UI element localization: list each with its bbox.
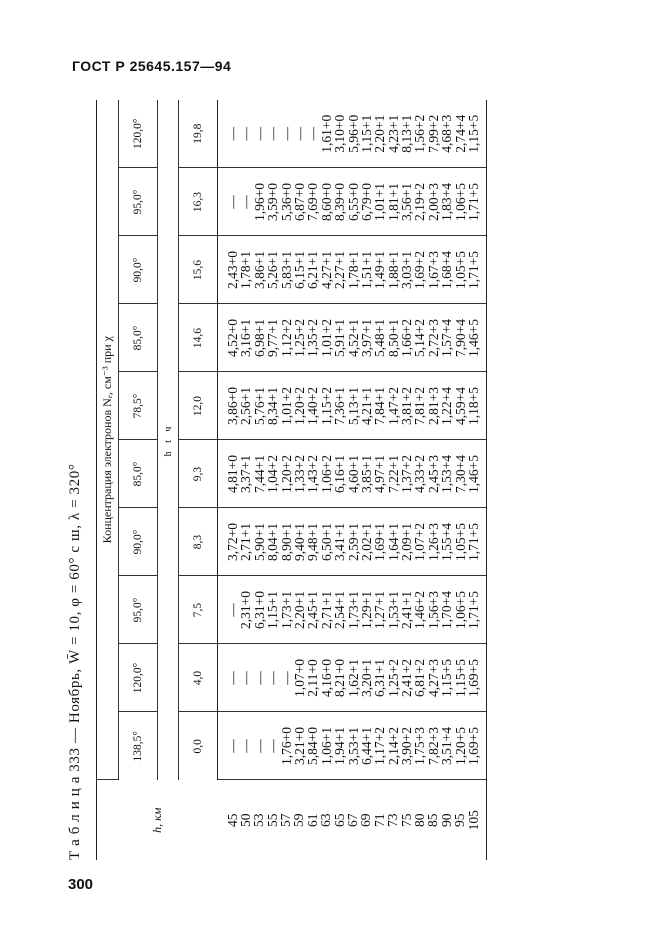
table-cell: 4,97+1: [372, 455, 388, 493]
table-cell: 6,31+1: [372, 659, 388, 697]
table-cell: 3,86+1: [251, 251, 267, 289]
height-value: 71: [371, 813, 387, 827]
table-cell: 4,52+0: [225, 319, 240, 357]
table-cell: 2,20+1: [291, 591, 307, 629]
table-cell: —: [238, 126, 254, 141]
value-column: [218, 372, 487, 440]
data-table: [96, 100, 487, 860]
table-block: [60, 100, 525, 860]
table-cell: 8,90+1: [278, 523, 294, 561]
table-cell: 4,16+0: [318, 659, 334, 697]
table-cell: 1,37+2: [399, 455, 415, 493]
table-cell: —: [225, 671, 240, 685]
table-cell: 3,53+1: [345, 727, 361, 765]
table-cell: 3,90+2: [399, 727, 415, 765]
table-cell: 1,94+1: [332, 727, 348, 765]
table-cell: 1,01+1: [372, 183, 388, 221]
table-cell: 1,04+2: [265, 455, 281, 493]
table-cell: 8,50+1: [385, 319, 401, 357]
table-cell: 3,85+1: [358, 455, 374, 493]
row-header-h: h, км: [97, 780, 218, 860]
table-cell: 1,18+5: [466, 387, 482, 425]
table-cell: —: [265, 126, 281, 141]
table-cell: 1,83+4: [439, 183, 455, 221]
table-cell: 1,27+1: [372, 591, 388, 629]
table-cell: —: [251, 671, 267, 685]
value-column: [218, 236, 487, 304]
table-cell: —: [238, 195, 254, 209]
table-cell: 6,31+0: [251, 591, 267, 629]
table-cell: 1,20+2: [278, 455, 294, 493]
rotated-table-container: [60, 100, 525, 860]
ht-header-cell: 0,0: [179, 712, 218, 780]
table-cell: 6,98+1: [251, 319, 267, 357]
table-cell: 6,81+2: [412, 659, 428, 697]
ht-header-cell: 8,3: [179, 508, 218, 576]
table-cell: 7,22+1: [385, 455, 401, 493]
value-column: [218, 100, 487, 168]
table-cell: 7,44+1: [251, 455, 267, 493]
value-column: [218, 304, 487, 372]
table-cell: 1,75+3: [412, 727, 428, 765]
table-cell: 6,15+1: [291, 251, 307, 289]
sub-header-ht: h t ч: [158, 100, 179, 780]
chi-header-cell: 85,0°: [119, 440, 158, 508]
height-value: 55: [264, 813, 280, 827]
table-cell: 2,27+1: [332, 251, 348, 289]
table-cell: 6,21+1: [305, 251, 321, 289]
table-cell: 1,56+2: [412, 114, 428, 153]
table-cell: 5,96+0: [345, 114, 361, 153]
table-cell: 1,57+4: [439, 319, 455, 357]
table-cell: 4,59+4: [452, 387, 468, 425]
table-cell: —: [238, 739, 254, 753]
table-cell: 5,26+1: [265, 251, 281, 289]
height-value: 53: [251, 813, 267, 827]
table-cell: 1,15+2: [318, 387, 334, 425]
table-cell: 1,96+0: [251, 183, 267, 221]
table-cell: 1,46+5: [466, 319, 482, 357]
ht-header-cell: 12,0: [179, 372, 218, 440]
table-cell: 1,76+0: [278, 727, 294, 765]
document-header: ГОСТ Р 25645.157—94: [72, 58, 232, 74]
table-cell: 7,69+0: [305, 183, 321, 221]
table-cell: 2,71+1: [238, 523, 254, 561]
table-cell: 8,21+0: [332, 659, 348, 697]
table-cell: 1,69+2: [412, 251, 428, 289]
table-cell: 1,71+5: [466, 183, 482, 221]
table-cell: 3,97+1: [358, 319, 374, 357]
table-cell: —: [265, 739, 281, 753]
table-cell: 1,46+2: [412, 591, 428, 629]
height-value: 63: [318, 813, 334, 827]
table-cell: 7,36+1: [332, 387, 348, 425]
table-cell: 1,55+4: [439, 523, 455, 561]
table-cell: 2,45+1: [305, 591, 321, 629]
table-cell: 1,12+2: [278, 319, 294, 357]
table-cell: 1,01+2: [318, 319, 334, 357]
table-cell: 5,14+2: [412, 319, 428, 357]
table-cell: 1,33+2: [291, 455, 307, 493]
table-cell: 2,31+0: [238, 591, 254, 629]
table-cell: 6,79+0: [358, 183, 374, 221]
height-value: 90: [438, 813, 454, 827]
table-cell: —: [225, 603, 240, 617]
table-cell: 1,15+5: [439, 659, 455, 697]
chi-header-cell: 120,0°: [119, 644, 158, 712]
value-column: [218, 168, 487, 236]
table-cell: 5,13+1: [345, 387, 361, 425]
group-header: Концентрация электронов Nₑ, см⁻³ при χ: [97, 100, 119, 780]
table-cell: 2,45+3: [425, 455, 441, 493]
table-cell: 3,51+4: [439, 727, 455, 765]
table-cell: —: [278, 126, 294, 141]
table-cell: 1,01+2: [278, 387, 294, 425]
value-column: [218, 712, 487, 780]
height-value: 69: [358, 813, 374, 827]
table-cell: 1,64+1: [385, 523, 401, 561]
table-cell: 2,02+1: [358, 523, 374, 561]
table-cell: 1,17+2: [372, 727, 388, 765]
table-cell: 4,33+2: [412, 455, 428, 493]
table-cell: —: [265, 671, 281, 685]
table-cell: 1,29+1: [358, 591, 374, 629]
table-cell: 1,78+1: [238, 251, 254, 289]
value-column: [218, 508, 487, 576]
height-value: 80: [411, 813, 427, 827]
table-cell: 2,81+3: [425, 387, 441, 425]
table-cell: 1,70+4: [439, 591, 455, 629]
table-cell: 2,20+1: [372, 114, 388, 153]
table-cell: 1,73+1: [278, 591, 294, 629]
table-cell: 1,56+3: [425, 591, 441, 629]
table-cell: 8,60+0: [318, 183, 334, 221]
table-cell: 5,91+1: [332, 319, 348, 357]
height-value: 65: [331, 813, 347, 827]
height-value: 95: [452, 813, 468, 827]
table-cell: 1,46+5: [466, 455, 482, 493]
table-cell: —: [225, 195, 240, 209]
table-cell: 1,20+2: [291, 387, 307, 425]
table-cell: 2,54+1: [332, 591, 348, 629]
table-cell: 1,20+5: [452, 727, 468, 765]
table-cell: 4,27+1: [318, 251, 334, 289]
table-cell: 2,43+0: [225, 251, 240, 289]
table-cell: 1,69+5: [466, 659, 482, 697]
table-cell: 4,81+0: [225, 455, 240, 493]
table-cell: 1,53+4: [439, 455, 455, 493]
table-cell: 9,48+1: [305, 523, 321, 561]
table-cell: 3,21+0: [291, 727, 307, 765]
ht-header-cell: 16,3: [179, 168, 218, 236]
table-cell: 7,82+3: [425, 727, 441, 765]
table-cell: 1,49+1: [372, 251, 388, 289]
table-cell: 1,05+5: [452, 523, 468, 561]
table-cell: 1,69+1: [372, 523, 388, 561]
height-value: 75: [398, 813, 414, 827]
chi-header-cell: 95,0°: [119, 576, 158, 644]
height-value: 61: [304, 813, 320, 827]
chi-header-cell: 90,0°: [119, 236, 158, 304]
table-cell: 6,50+1: [318, 523, 334, 561]
table-cell: 3,10+0: [332, 114, 348, 153]
table-cell: 2,14+2: [385, 727, 401, 765]
table-cell: 7,90+4: [452, 319, 468, 357]
table-cell: 1,71+5: [466, 591, 482, 629]
value-column: [218, 576, 487, 644]
table-cell: 1,07+0: [291, 659, 307, 697]
table-cell: 1,47+2: [385, 387, 401, 425]
table-cell: 1,15+5: [452, 659, 468, 697]
table-cell: 1,25+2: [291, 319, 307, 357]
table-cell: 1,43+2: [305, 455, 321, 493]
table-cell: 5,48+1: [372, 319, 388, 357]
table-cell: 2,72+3: [425, 319, 441, 357]
table-cell: 8,13+1: [399, 114, 415, 153]
table-cell: —: [225, 126, 240, 141]
table-cell: 5,83+1: [278, 251, 294, 289]
height-value: 67: [345, 813, 361, 827]
table-cell: 2,41+2: [399, 659, 415, 697]
table-cell: 3,20+1: [358, 659, 374, 697]
table-cell: 5,90+1: [251, 523, 267, 561]
height-value: 57: [278, 813, 294, 827]
table-cell: 1,22+4: [439, 387, 455, 425]
table-cell: 1,15+1: [358, 114, 374, 153]
table-cell: 1,07+2: [412, 523, 428, 561]
table-cell: 2,56+1: [238, 387, 254, 425]
table-cell: 1,06+5: [452, 183, 468, 221]
table-cell: 8,34+1: [265, 387, 281, 425]
table-cell: —: [238, 671, 254, 685]
table-cell: —: [251, 739, 267, 753]
table-cell: 4,21+1: [358, 387, 374, 425]
table-cell: 3,81+2: [399, 387, 415, 425]
ht-header-cell: 15,6: [179, 236, 218, 304]
table-cell: 1,81+1: [385, 183, 401, 221]
height-value: 50: [237, 813, 253, 827]
table-cell: 1,15+5: [466, 114, 482, 153]
table-cell: 8,39+0: [332, 183, 348, 221]
table-caption: Т а б л и ц а 333 — Ноябрь, W̄ = 10, φ = 60° с ш, λ = 320°: [67, 463, 83, 860]
height-value: 59: [291, 813, 307, 827]
table-cell: 7,84+1: [372, 387, 388, 425]
table-cell: —: [278, 671, 294, 685]
table-cell: 2,41+1: [399, 591, 415, 629]
table-cell: 1,40+2: [305, 387, 321, 425]
table-cell: 1,06+2: [318, 455, 334, 493]
table-cell: 2,71+1: [318, 591, 334, 629]
table-cell: 1,26+3: [425, 523, 441, 561]
table-cell: 1,25+2: [385, 659, 401, 697]
table-cell: —: [251, 126, 267, 141]
table-cell: 1,15+1: [265, 591, 281, 629]
table-cell: 1,66+2: [399, 319, 415, 357]
table-cell: 6,87+0: [291, 183, 307, 221]
table-cell: 8,04+1: [265, 523, 281, 561]
table-cell: —: [225, 739, 240, 753]
table-cell: 6,44+1: [358, 727, 374, 765]
table-cell: 9,40+1: [291, 523, 307, 561]
table-cell: 2,00+3: [425, 183, 441, 221]
table-cell: 3,16+1: [238, 319, 254, 357]
table-cell: —: [305, 126, 321, 141]
chi-header-cell: 78,5°: [119, 372, 158, 440]
table-cell: 2,19+2: [412, 183, 428, 221]
ht-header-cell: 14,6: [179, 304, 218, 372]
height-value: 85: [425, 813, 441, 827]
table-cell: 3,03+1: [399, 251, 415, 289]
table-cell: 2,11+0: [305, 659, 321, 697]
table-cell: 1,35+2: [305, 319, 321, 357]
height-column: [218, 780, 487, 860]
table-cell: 3,86+0: [225, 387, 240, 425]
table-cell: 6,55+0: [345, 183, 361, 221]
table-cell: 1,06+5: [452, 591, 468, 629]
table-cell: 3,72+0: [225, 523, 240, 561]
table-cell: 1,71+5: [466, 251, 482, 289]
page-number: 300: [68, 876, 94, 893]
table-cell: 1,62+1: [345, 659, 361, 697]
table-cell: 1,05+5: [452, 251, 468, 289]
table-cell: 1,53+1: [385, 591, 401, 629]
table-cell: 2,74+4: [452, 114, 468, 153]
table-cell: —: [291, 126, 307, 141]
table-cell: 1,73+1: [345, 591, 361, 629]
table-cell: 9,77+1: [265, 319, 281, 357]
table-cell: 7,81+2: [412, 387, 428, 425]
table-cell: 3,41+1: [332, 523, 348, 561]
ht-header-cell: 4,0: [179, 644, 218, 712]
table-cell: 1,51+1: [358, 251, 374, 289]
value-column: [218, 440, 487, 508]
ht-header-cell: 9,3: [179, 440, 218, 508]
chi-header-cell: 120,0°: [119, 100, 158, 168]
table-cell: 1,68+4: [439, 251, 455, 289]
table-cell: 1,67+3: [425, 251, 441, 289]
ht-header-cell: 7,5: [179, 576, 218, 644]
table-cell: 2,09+1: [399, 523, 415, 561]
height-value: 45: [224, 813, 240, 827]
height-value: 73: [385, 813, 401, 827]
chi-header-cell: 90,0°: [119, 508, 158, 576]
table-cell: 1,78+1: [345, 251, 361, 289]
ht-header-cell: 19,8: [179, 100, 218, 168]
table-cell: 1,61+0: [318, 114, 334, 153]
table-cell: 6,16+1: [332, 455, 348, 493]
table-cell: 4,52+1: [345, 319, 361, 357]
height-value: 105: [465, 810, 481, 831]
chi-header-cell: 95,0°: [119, 168, 158, 236]
table-cell: 4,60+1: [345, 455, 361, 493]
table-cell: 4,23+1: [385, 114, 401, 153]
table-cell: 1,06+1: [318, 727, 334, 765]
chi-header-cell: 138,5°: [119, 712, 158, 780]
value-column: [218, 644, 487, 712]
table-cell: 5,36+0: [278, 183, 294, 221]
table-cell: 4,27+3: [425, 659, 441, 697]
table-cell: 3,59+0: [265, 183, 281, 221]
table-cell: 3,37+1: [238, 455, 254, 493]
table-cell: 2,59+1: [345, 523, 361, 561]
table-cell: 5,84+0: [305, 727, 321, 765]
table-cell: 1,88+1: [385, 251, 401, 289]
table-cell: 1,69+5: [466, 727, 482, 765]
table-cell: 4,68+3: [439, 114, 455, 153]
table-cell: 7,30+4: [452, 455, 468, 493]
table-cell: 7,99+2: [425, 114, 441, 153]
table-cell: 5,76+1: [251, 387, 267, 425]
chi-header-cell: 85,0°: [119, 304, 158, 372]
table-cell: 1,71+5: [466, 523, 482, 561]
table-cell: 3,56+1: [399, 183, 415, 221]
